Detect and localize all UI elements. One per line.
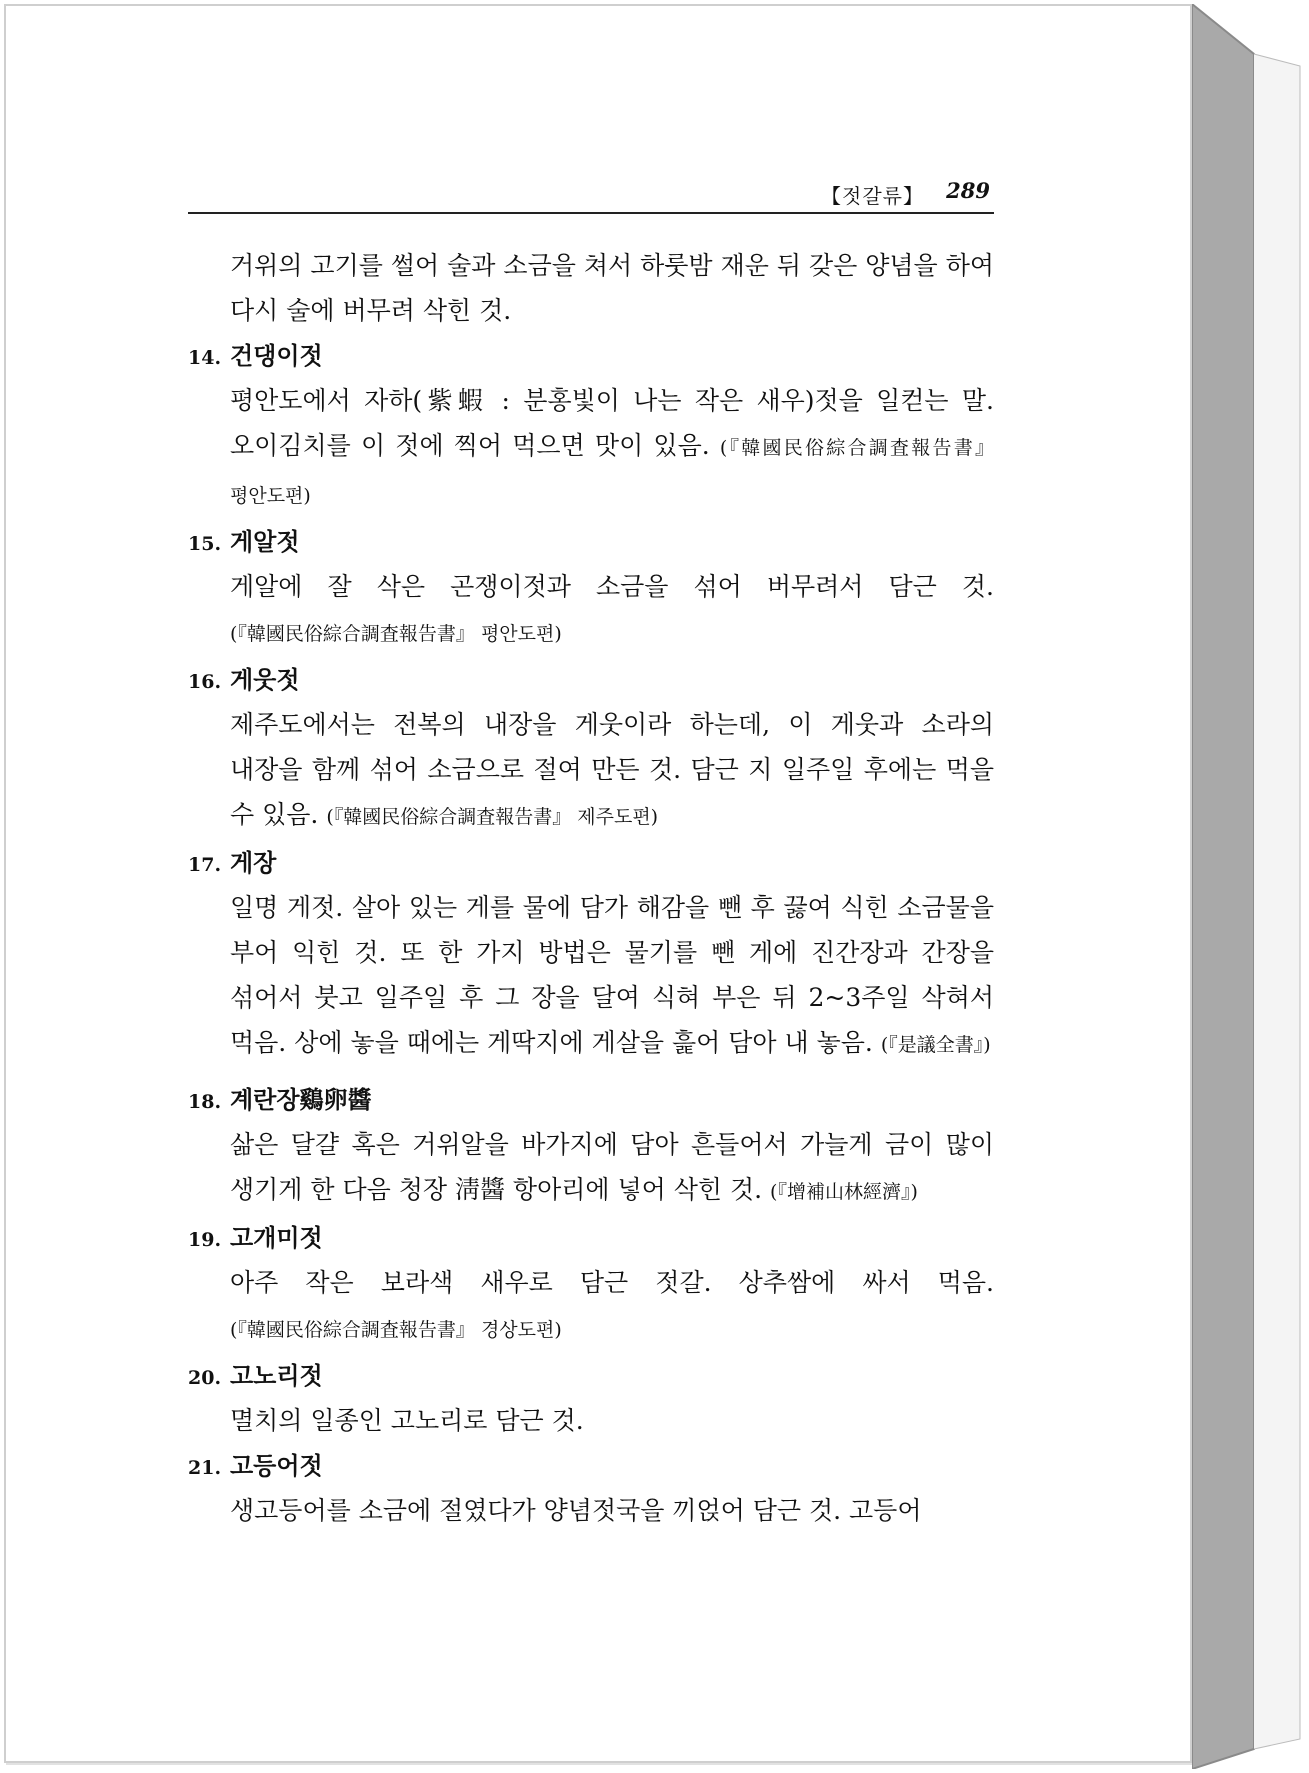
entry-definition [188,378,994,519]
entry-title: 게알젓 [230,527,300,556]
running-header [188,180,994,214]
entry-title: 게장 [230,848,277,877]
entry-definition [188,885,994,1068]
definition-text: 제주도에서는 전복의 내장을 게웃이라 하는데, 이 게웃과 소라의 내장을 함께 섞어 소금으로 절여 만든 것. 담근 지 일주일 후에는 먹을 수 있음. [230,710,994,829]
entry-number: 18. [188,1091,222,1113]
entry-number: 16. [188,671,222,693]
entry-number: 19. [188,1229,222,1251]
definition-text: 멸치의 일종인 고노리로 담근 것. [230,1406,584,1435]
definition-text: 일명 게젓. 살아 있는 게를 물에 담가 해감을 뺀 후 끓여 식힌 소금물을 부어 익힌 것. 또 한 가지 방법은 물기를 뺀 게에 진간장과 간장을 섞어서 붓고 일주일 후 그 장을 달여 식혀 부은 뒤 2~3주일 삭혀서 먹음. 상에 놓을 때에는 게딱지에 게살을 흝어 담아 내 놓음. [230,893,994,1057]
entry-number: 14. [188,347,222,369]
glossary-entry [188,657,994,840]
entry-title: 게웃젓 [230,665,300,694]
entry-title: 고노리젓 [230,1361,323,1390]
page-edge [1192,4,1304,1769]
section-title: 【젓갈류】 [821,184,924,208]
glossary-entry [188,840,994,1077]
glossary-entry [188,519,994,657]
definition-text: 평안도에서 자하(紫蝦 : 분홍빛이 나는 작은 새우)젓을 일컫는 말. 오이김치를 이 젓에 찍어 먹으면 맛이 있음. [230,386,994,460]
entry-number: 20. [188,1367,222,1389]
entry-heading [188,333,994,378]
citation: (『增補山林經濟』) [770,1181,918,1203]
entry-definition [188,702,994,840]
entry-definition [188,1488,994,1533]
glossary-entry [188,1215,994,1353]
glossary-entry [188,1077,994,1215]
citation: (『韓國民俗綜合調査報告書』 경상도편) [230,1319,562,1341]
page-number: 289 [946,178,990,203]
entry-definition [188,1398,994,1443]
citation: (『韓國民俗綜合調査報告書』 평안도편) [230,623,562,645]
entry-definition [188,1260,994,1353]
page-body [188,243,994,1533]
entry-number: 17. [188,854,222,876]
entry-definition [188,1122,994,1215]
citation: (『韓國民俗綜合調査報告書』 제주도편) [326,806,659,828]
entry-heading [188,1077,994,1122]
spacer [188,1068,994,1077]
entry-title: 계란장鷄卵醬 [230,1085,372,1114]
entry-heading [188,519,994,564]
definition-text: 아주 작은 보라색 새우로 담근 젓갈. 상추쌈에 싸서 먹음. [230,1268,994,1297]
glossary-entry [188,333,994,519]
glossary-entry [188,1353,994,1443]
entry-title: 고등어젓 [230,1451,323,1480]
entry-title: 고개미젓 [230,1223,323,1252]
entry-list [188,333,994,1533]
entry-heading [188,1443,994,1488]
entry-heading [188,657,994,702]
entry-heading [188,1353,994,1398]
citation: (『是議全書』) [880,1034,991,1056]
entry-title: 건댕이젓 [230,341,323,370]
definition-text: 삶은 달걀 혹은 거위알을 바가지에 담아 흔들어서 가늘게 금이 많이 생기게 한 다음 청장 淸醬 항아리에 넣어 삭힌 것. [230,1130,994,1204]
citation: (『韓國民俗綜合調査報告書』 평안도편) [230,437,994,507]
glossary-entry [188,1443,994,1533]
entry-heading [188,840,994,885]
entry-number: 21. [188,1457,222,1479]
definition-text: 생고등어를 소금에 절였다가 양념젓국을 끼얹어 담근 것. 고등어 [230,1496,922,1525]
entry-definition [188,564,994,657]
continuation-text: 거위의 고기를 썰어 술과 소금을 쳐서 하룻밤 재운 뒤 갖은 양념을 하여 다시 술에 버무려 삭힌 것. [230,251,994,325]
definition-text: 게알에 잘 삭은 곤쟁이젓과 소금을 섞어 버무려서 담근 것. [230,572,994,601]
entry-number: 15. [188,533,222,555]
entry-heading [188,1215,994,1260]
